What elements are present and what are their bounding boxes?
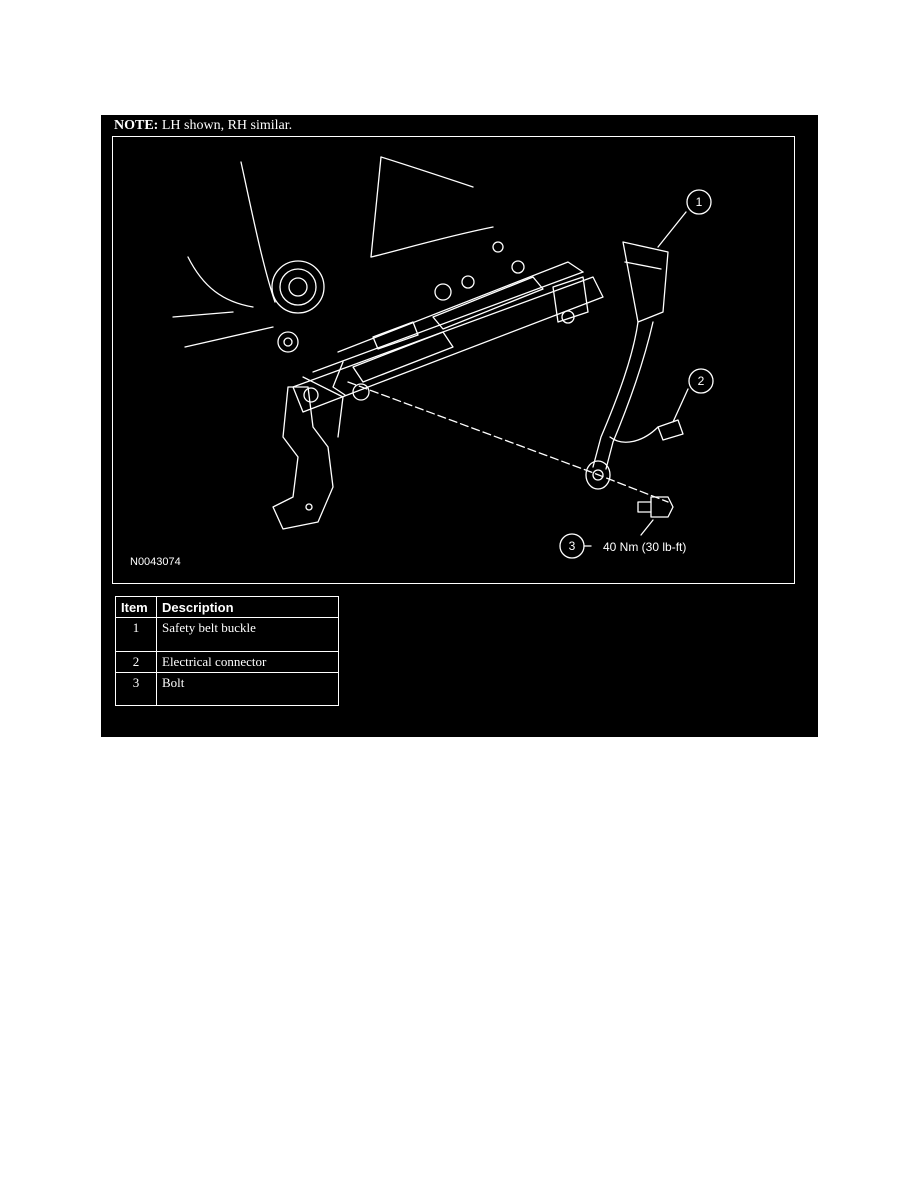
callout-2-label: 2	[697, 374, 705, 388]
note-line	[114, 118, 292, 134]
note-label: NOTE:	[114, 118, 159, 133]
seat-belt-buckle-diagram	[113, 137, 794, 583]
table-row	[116, 618, 339, 652]
figure-panel	[101, 115, 818, 737]
legend-item-description: Safety belt buckle	[157, 618, 339, 652]
diagram-frame	[112, 136, 795, 584]
table-row	[116, 652, 339, 673]
legend-item-number: 1	[116, 618, 157, 652]
legend-item-description: Electrical connector	[157, 652, 339, 673]
legend-item-number: 3	[116, 673, 157, 706]
legend-table	[115, 596, 339, 706]
legend-item-description: Bolt	[157, 673, 339, 706]
callout-3-label: 3	[568, 539, 576, 553]
legend-header-description: Description	[157, 597, 339, 618]
callout-1-label: 1	[695, 195, 703, 209]
table-row	[116, 673, 339, 706]
note-text: LH shown, RH similar.	[158, 118, 293, 133]
torque-spec: 40 Nm (30 lb-ft)	[603, 540, 687, 554]
legend-item-number: 2	[116, 652, 157, 673]
diagram-id: N0043074	[130, 556, 181, 568]
legend-header-item: Item	[116, 597, 157, 618]
legend-header-row	[116, 597, 339, 618]
